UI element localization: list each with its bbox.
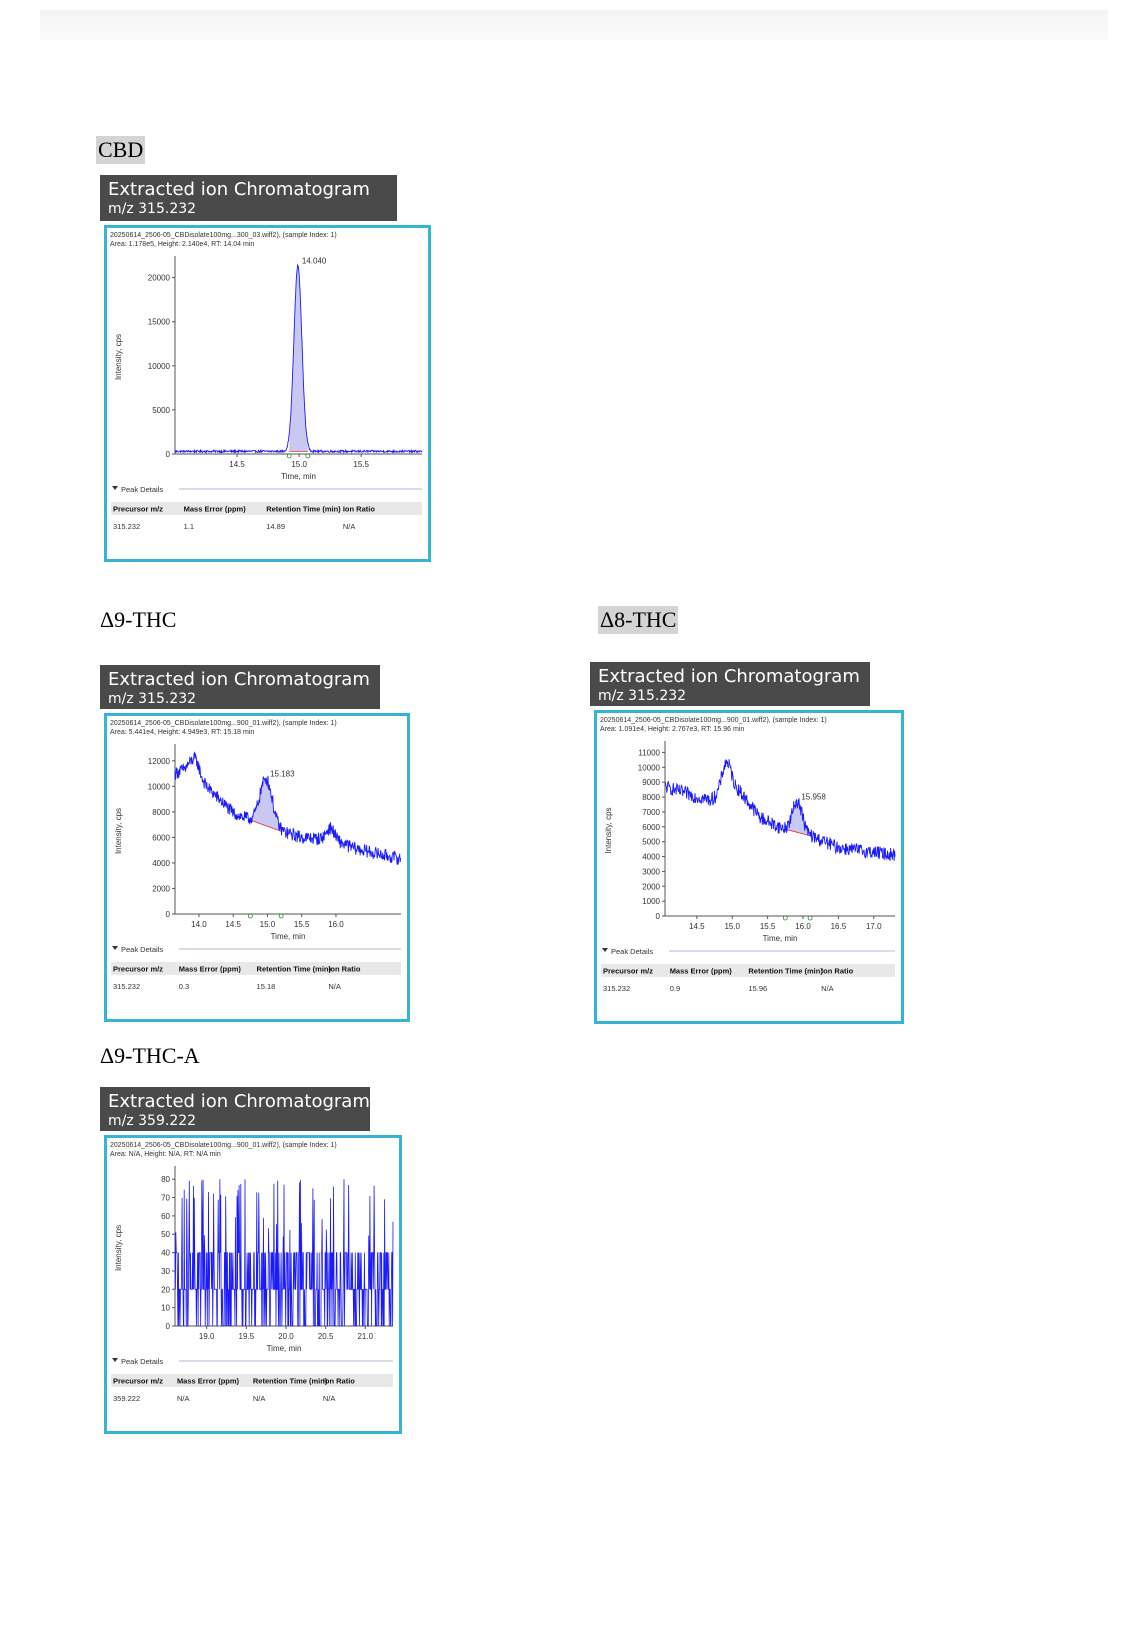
chromatogram-panel — [100, 665, 412, 1023]
chart-frame — [104, 225, 431, 562]
panel-header — [100, 665, 380, 709]
x-tick-label: 14.5 — [225, 920, 242, 929]
panel-title: Extracted ion Chromatogram — [598, 666, 860, 687]
peak-label: 14.040 — [301, 256, 327, 266]
y-tick-label: 80 — [161, 1175, 170, 1185]
x-tick-label: 16.0 — [795, 922, 811, 931]
x-tick-label: 19.0 — [198, 1332, 215, 1341]
series-line — [175, 1179, 393, 1326]
x-tick-label: 19.5 — [238, 1332, 255, 1341]
peak-details-value-cell: 0.9 — [669, 984, 681, 993]
integration-marker — [783, 916, 787, 920]
x-tick-label: 14.5 — [689, 922, 705, 931]
x-tick-label: 15.0 — [291, 460, 307, 469]
panel-title: Extracted ion Chromatogram — [108, 179, 370, 200]
panel-subtitle: m/z 315.232 — [108, 691, 197, 707]
y-axis-label: Intensity, cps — [114, 333, 123, 381]
peak-details-value-cell: 359.222 — [113, 1394, 141, 1403]
y-tick-label: 10000 — [147, 782, 170, 792]
y-tick-label: 7000 — [642, 807, 660, 817]
y-tick-label: 0 — [165, 450, 170, 459]
peak-details-value-cell: N/A — [176, 1394, 190, 1403]
y-tick-label: 60 — [161, 1211, 170, 1221]
y-axis-label: Intensity, cps — [114, 1224, 123, 1272]
peak-details-value-cell: N/A — [322, 1394, 336, 1403]
peak-details-value-cell: 15.96 — [748, 984, 768, 993]
panel-title: Extracted ion Chromatogram — [108, 669, 370, 690]
sample-info-text: 20250614_2506-05_CBDisolate100mg...900_01.wiff2), (sample Index: 1) — [110, 1142, 337, 1149]
peak-details-header-cell: Mass Error (ppm) — [176, 1376, 240, 1386]
peak-details-value-cell: 315.232 — [113, 982, 141, 991]
x-axis-label: Time, min — [281, 472, 316, 481]
integration-marker — [248, 914, 252, 918]
peak-details-value-cell: 1.1 — [183, 522, 195, 531]
y-tick-label: 70 — [161, 1193, 170, 1203]
peak-details-toggle[interactable]: Peak Details — [121, 945, 164, 954]
chromatogram-chart — [107, 716, 407, 1019]
series-line — [665, 759, 895, 861]
peak-details-toggle[interactable]: Peak Details — [121, 485, 164, 494]
panel-header — [590, 662, 870, 706]
y-tick-label: 20000 — [147, 273, 170, 283]
y-tick-label: 0 — [165, 1322, 170, 1331]
y-tick-label: 20 — [161, 1285, 170, 1295]
sample-info-text: 20250614_2506-05_CBDisolate100mg...900_01.wiff2), (sample Index: 1) — [110, 720, 337, 727]
chromatogram-chart — [107, 1138, 399, 1431]
sample-info-text: 20250614_2506-05_CBDisolate100mg...900_01.wiff2), (sample Index: 1) — [600, 717, 827, 724]
collapse-icon[interactable] — [112, 1358, 118, 1362]
section-label-d9thc: Δ9-THC — [100, 607, 177, 632]
y-tick-label: 11000 — [638, 748, 660, 758]
panel-subtitle: m/z 315.232 — [598, 688, 687, 704]
y-tick-label: 5000 — [642, 837, 660, 847]
x-tick-label: 16.0 — [328, 920, 344, 929]
top-header-strip — [40, 10, 1108, 40]
y-tick-label: 6000 — [152, 833, 170, 843]
x-tick-label: 20.0 — [278, 1332, 294, 1341]
chromatogram-panel — [100, 1087, 404, 1435]
y-tick-label: 0 — [655, 912, 660, 921]
x-tick-label: 14.5 — [229, 460, 245, 469]
y-tick-label: 10 — [161, 1303, 170, 1313]
peak-details-toggle[interactable]: Peak Details — [611, 947, 654, 956]
y-tick-label: 10000 — [637, 763, 660, 773]
peak-details-header-cell: Precursor m/z — [113, 504, 164, 514]
peak-details-header-cell: Precursor m/z — [113, 1376, 164, 1386]
panel-subtitle: m/z 359.222 — [108, 1113, 197, 1129]
integration-marker — [287, 454, 291, 458]
y-tick-label: 4000 — [642, 852, 660, 862]
y-tick-label: 6000 — [642, 822, 660, 832]
peak-area — [289, 265, 308, 451]
y-tick-label: 15000 — [147, 317, 170, 327]
x-tick-label: 17.0 — [865, 922, 882, 931]
y-tick-label: 9000 — [642, 778, 660, 788]
y-tick-label: 50 — [161, 1230, 170, 1240]
chart-frame — [594, 710, 904, 1024]
y-tick-label: 12000 — [147, 756, 170, 766]
chromatogram-chart — [107, 228, 428, 559]
y-tick-label: 2000 — [642, 882, 660, 892]
integration-marker — [808, 916, 812, 920]
integration-marker — [279, 914, 283, 918]
integration-marker — [306, 454, 310, 458]
peak-details-value-cell: N/A — [328, 982, 341, 991]
section-label-cbd: CBD — [98, 137, 144, 162]
y-tick-label: 40 — [161, 1248, 170, 1258]
x-tick-label: 15.5 — [353, 460, 369, 469]
peak-details-toggle[interactable]: Peak Details — [121, 1357, 164, 1366]
peak-details-value-cell: N/A — [342, 522, 356, 531]
peak-details-header-cell: Retention Time (min) — [252, 1376, 328, 1386]
x-axis-label: Time, min — [762, 934, 798, 943]
peak-details-header-cell: Mass Error (ppm) — [178, 964, 241, 974]
area-info-text: Area: N/A, Height: N/A, RT: N/A min — [110, 1151, 221, 1158]
x-axis-label: Time, min — [266, 1344, 302, 1353]
section-label-d8thc: Δ8-THC — [600, 607, 677, 632]
x-tick-label: 15.5 — [293, 920, 310, 929]
x-tick-label: 15.0 — [724, 922, 741, 931]
peak-area — [250, 776, 281, 831]
chromatogram-chart — [597, 713, 901, 1021]
peak-details-header-cell: Precursor m/z — [113, 964, 164, 974]
panel-title: Extracted ion Chromatogram — [108, 1091, 370, 1112]
sample-info-text: 20250614_2506-05_CBDisolate100mg...300_03.wiff2), (sample Index: 1) — [110, 232, 337, 239]
peak-details-header-cell: Ion Ratio — [342, 504, 375, 514]
y-tick-label: 8000 — [642, 793, 660, 803]
panel-header — [100, 1087, 370, 1131]
collapse-icon[interactable] — [112, 946, 118, 950]
peak-label: 15.958 — [801, 792, 826, 802]
peak-details-header-cell: Mass Error (ppm) — [669, 966, 732, 976]
y-tick-label: 10000 — [147, 361, 170, 371]
peak-details-value-cell: 15.18 — [256, 982, 276, 991]
area-info-text: Area: 5.441e4, Height: 4.949e3, RT: 15.18 min — [110, 729, 255, 736]
y-tick-label: 2000 — [152, 884, 170, 894]
peak-details-header-cell: Ion Ratio — [322, 1376, 355, 1386]
peak-details-header-cell: Mass Error (ppm) — [183, 504, 246, 514]
peak-details-header-cell: Retention Time (min) — [256, 964, 332, 974]
peak-details-value-cell: N/A — [821, 984, 834, 993]
collapse-icon[interactable] — [602, 948, 608, 952]
x-tick-label: 14.0 — [191, 920, 207, 929]
panel-subtitle: m/z 315.232 — [108, 201, 197, 217]
chromatogram-panel — [590, 662, 906, 1026]
x-tick-label: 15.0 — [259, 920, 276, 929]
y-tick-label: 30 — [161, 1266, 170, 1276]
x-tick-label: 21.0 — [357, 1332, 374, 1341]
peak-details-value-cell: 315.232 — [603, 984, 631, 993]
area-info-text: Area: 1.178e5, Height: 2.140e4, RT: 14.04 min — [110, 241, 255, 248]
y-axis-label: Intensity, cps — [114, 807, 123, 855]
x-tick-label: 16.5 — [830, 922, 847, 931]
peak-details-header-cell: Retention Time (min) — [266, 504, 341, 514]
y-tick-label: 0 — [165, 910, 170, 919]
y-tick-label: 3000 — [642, 867, 660, 877]
area-info-text: Area: 1.091e4, Height: 2.767e3, RT: 15.96 min — [600, 726, 745, 733]
y-tick-label: 4000 — [152, 858, 170, 868]
y-tick-label: 5000 — [152, 405, 170, 415]
peak-details-value-cell: N/A — [252, 1394, 266, 1403]
peak-details-value-cell: 315.232 — [113, 522, 141, 531]
chart-frame — [104, 713, 410, 1022]
peak-details-value-cell: 0.3 — [178, 982, 190, 991]
section-label-d9thca: Δ9-THC-A — [100, 1043, 200, 1068]
peak-label: 15.183 — [270, 769, 295, 779]
peak-details-value-cell: 14.89 — [266, 522, 286, 531]
chromatogram-panel — [100, 175, 435, 565]
panel-header — [100, 175, 397, 221]
collapse-icon[interactable] — [112, 486, 118, 490]
x-tick-label: 20.5 — [317, 1332, 334, 1341]
y-tick-label: 8000 — [152, 807, 170, 817]
y-axis-label: Intensity, cps — [604, 807, 613, 854]
peak-details-header-cell: Precursor m/z — [603, 966, 654, 976]
peak-details-header-cell: Retention Time (min) — [748, 966, 823, 976]
x-tick-label: 15.5 — [759, 922, 776, 931]
y-tick-label: 1000 — [642, 897, 660, 907]
peak-details-header-cell: Ion Ratio — [821, 966, 854, 976]
x-axis-label: Time, min — [270, 932, 306, 941]
chart-frame — [104, 1135, 402, 1434]
peak-details-header-cell: Ion Ratio — [328, 964, 361, 974]
